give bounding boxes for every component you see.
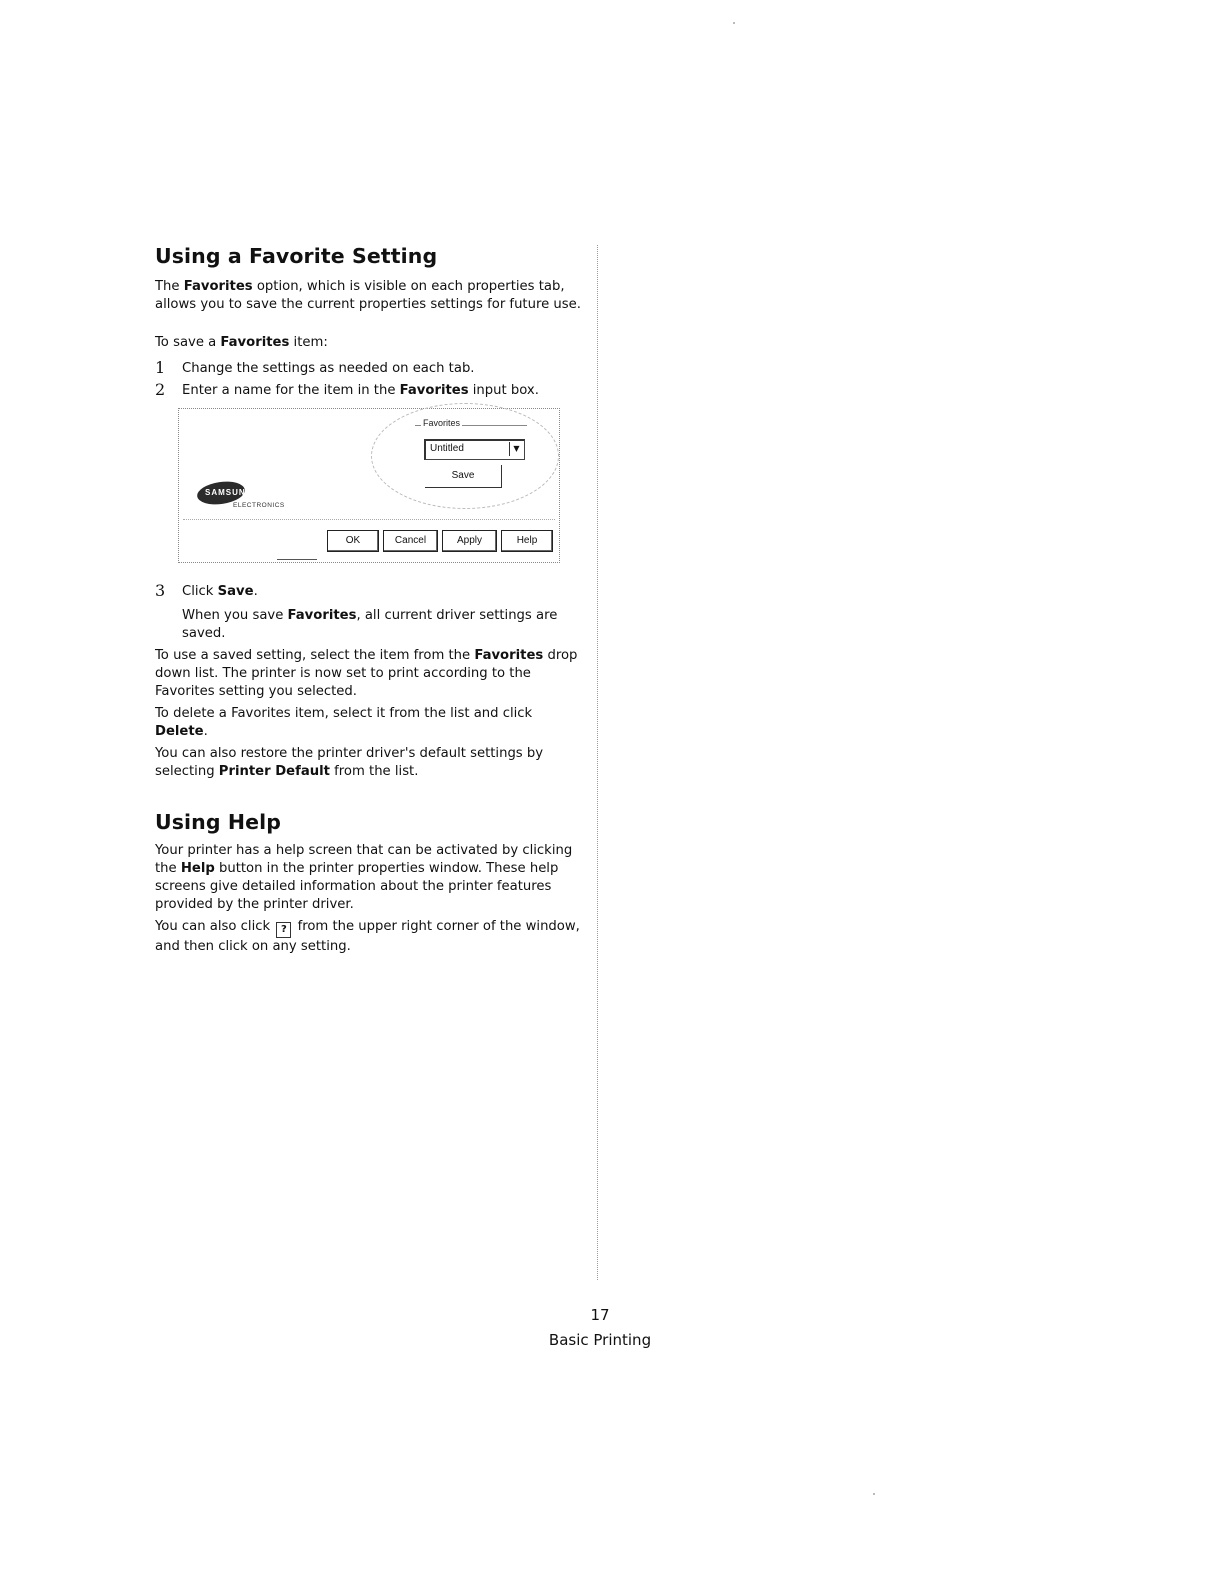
page-number: 17: [590, 1306, 610, 1324]
help-paragraph-2: [155, 918, 587, 956]
to-save-paragraph: [155, 334, 587, 352]
section-title-help: Using Help: [155, 810, 282, 834]
margin-rule: [597, 245, 598, 1280]
help-button[interactable]: Help: [501, 530, 553, 552]
use-saved-text: To use a saved setting, select the item from the Favorites drop down list. The printer is now set to print according to the Favorites setting you selected.: [155, 648, 578, 699]
favorites-dropdown[interactable]: [424, 439, 525, 460]
ok-button[interactable]: OK: [327, 530, 379, 552]
favorites-dropdown-value: Untitled: [430, 443, 464, 454]
section-title-favorite: Using a Favorite Setting: [155, 244, 438, 268]
logo-subtext: ELECTRONICS: [233, 502, 285, 509]
restore-paragraph: [155, 745, 587, 781]
section-favorite: [155, 244, 587, 268]
favorites-intro: The Favorites option, which is visible on each properties tab, allows you to save the current properties settings for future use.: [155, 279, 581, 312]
chevron-down-icon[interactable]: ▼: [509, 442, 523, 456]
step-3-note: [182, 607, 587, 643]
help-text-2: You can also click ? from the upper right corner of the window, and then click on any setting.: [155, 919, 580, 954]
step-3-note-text: When you save Favorites, all current driver settings are saved.: [182, 608, 558, 641]
scan-speck: [733, 22, 735, 24]
steps-list: 1 Change the settings as needed on each tab. 2 Enter a name for the item in the Favorites input box.: [155, 360, 587, 420]
chapter-title: Basic Printing: [548, 1331, 652, 1349]
dialog-bottom-line: [277, 559, 317, 560]
dialog-separator: [183, 519, 555, 520]
restore-text: You can also restore the printer driver's default settings by selecting Printer Default from the list.: [155, 746, 544, 779]
to-save-text: To save a Favorites item:: [155, 335, 328, 350]
delete-text: To delete a Favorites item, select it from the list and click Delete.: [155, 706, 533, 739]
step-2-text: Enter a name for the item in the Favorites input box.: [182, 383, 539, 398]
intro-paragraph: [155, 278, 587, 314]
favorites-save-button[interactable]: Save: [425, 465, 502, 488]
delete-paragraph: [155, 705, 587, 741]
step-3-wrapper: 3 Click Save.: [155, 583, 587, 607]
use-saved-paragraph: [155, 647, 587, 701]
section-help: [155, 810, 587, 834]
help-text-1: Your printer has a help screen that can be activated by clicking the Help button in the printer properties window. These help screens give detailed information about the printer features provided by the printer driver.: [155, 843, 573, 912]
logo-wordmark: SAMSUNG: [205, 488, 253, 497]
apply-button[interactable]: Apply: [442, 530, 497, 552]
help-paragraph-1: [155, 842, 587, 914]
scan-speck: [873, 1493, 875, 1495]
cancel-button[interactable]: Cancel: [383, 530, 438, 552]
step-1-text: Change the settings as needed on each tab.: [182, 361, 475, 376]
printer-properties-dialog: [178, 408, 560, 563]
favorites-group-label: Favorites: [423, 418, 461, 428]
step-3-text: Click Save.: [182, 584, 258, 599]
help-question-icon: ?: [276, 922, 291, 938]
